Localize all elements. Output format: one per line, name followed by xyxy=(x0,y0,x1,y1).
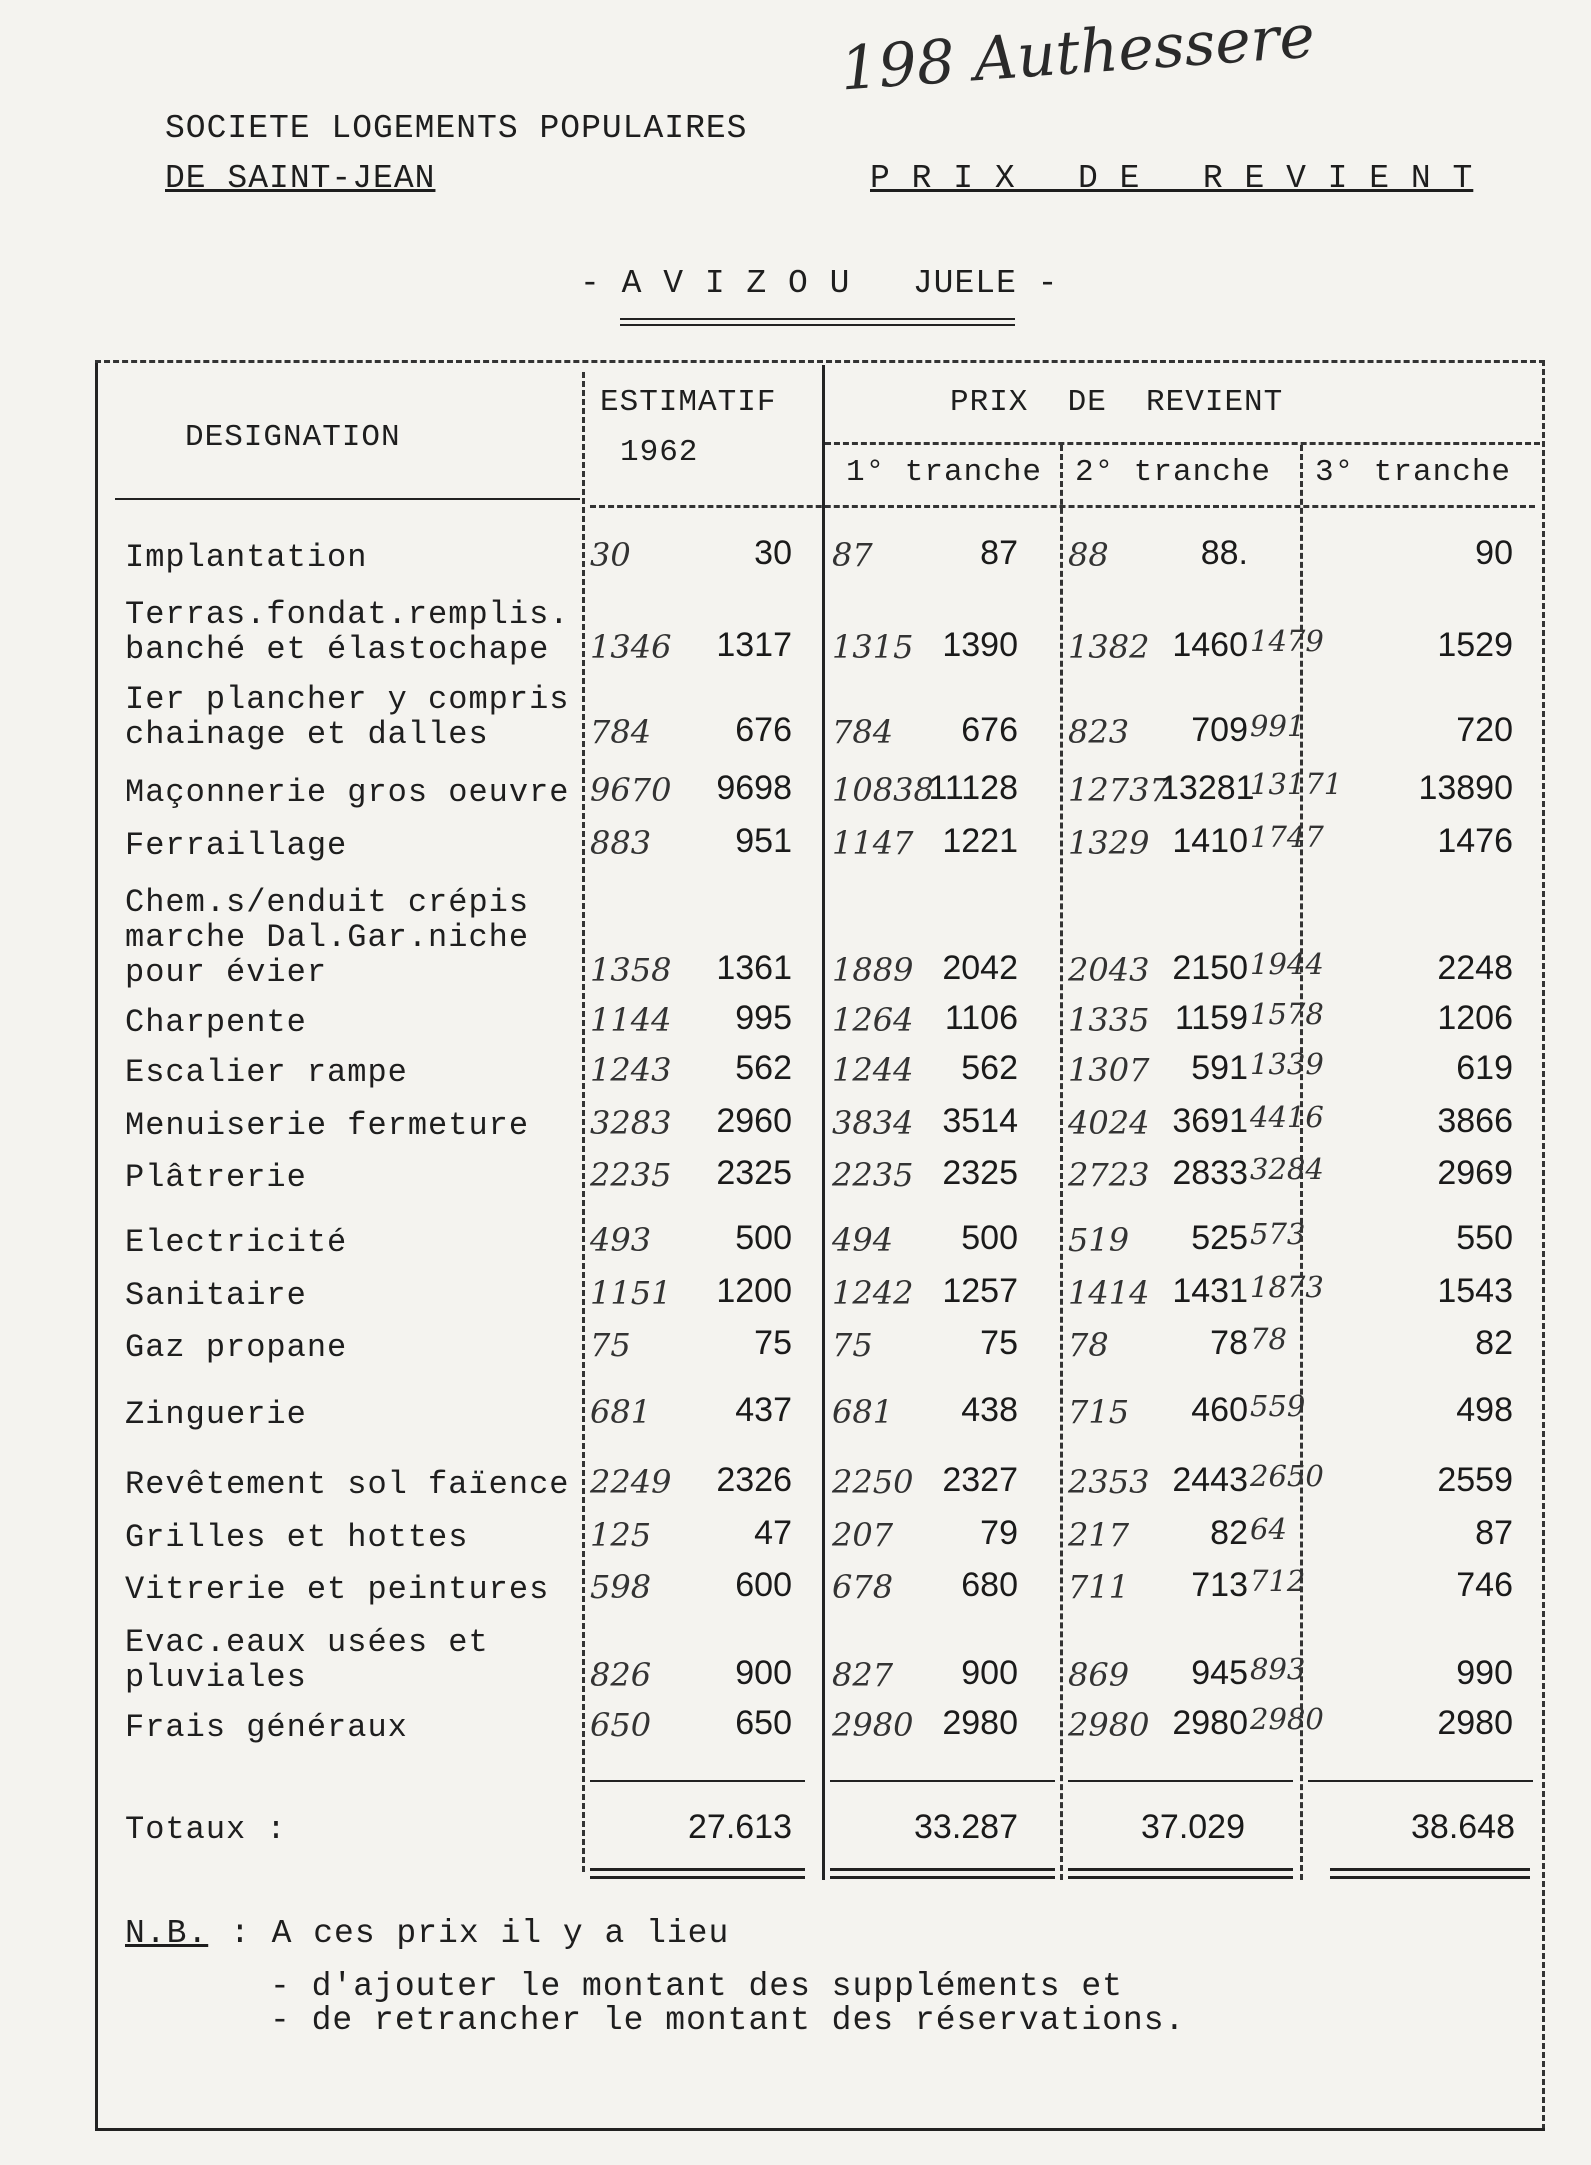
row-estimatif: 951 xyxy=(735,822,792,860)
row-tranche-2: 2980 xyxy=(1172,1704,1248,1742)
row-handwritten-t2: 869 xyxy=(1068,1656,1130,1694)
row-handwritten-t1: 1244 xyxy=(832,1051,914,1089)
total-tranche-1: 33.287 xyxy=(914,1808,1018,1846)
row-handwritten-estimatif: 2249 xyxy=(590,1463,672,1501)
total-tranche-3: 38.648 xyxy=(1411,1808,1515,1846)
row-tranche-2: 13281 xyxy=(1160,769,1255,807)
row-handwritten-t3: 2650 xyxy=(1250,1459,1324,1493)
row-tranche-2: 460 xyxy=(1191,1391,1248,1429)
row-handwritten-t3: 559 xyxy=(1250,1389,1306,1423)
row-handwritten-t2: 4024 xyxy=(1068,1104,1150,1142)
row-estimatif: 500 xyxy=(735,1219,792,1257)
row-estimatif: 75 xyxy=(754,1324,792,1362)
row-tranche-1: 438 xyxy=(961,1391,1018,1429)
row-handwritten-estimatif: 30 xyxy=(590,536,631,574)
row-estimatif: 2960 xyxy=(716,1102,792,1140)
row-handwritten-t3: 13171 xyxy=(1250,767,1343,801)
row-estimatif: 995 xyxy=(735,999,792,1037)
row-handwritten-t3: 1747 xyxy=(1250,820,1324,854)
row-tranche-1: 3514 xyxy=(942,1102,1018,1140)
row-designation: Maçonnerie gros oeuvre xyxy=(125,774,570,811)
row-designation: Menuiserie fermeture xyxy=(125,1107,530,1144)
row-handwritten-t2: 2353 xyxy=(1068,1463,1150,1501)
row-handwritten-t1: 2250 xyxy=(832,1463,914,1501)
totals-rule-t3 xyxy=(1308,1780,1533,1782)
totals-dbl-t3-a xyxy=(1330,1868,1530,1871)
row-handwritten-t2: 711 xyxy=(1068,1568,1130,1606)
row-handwritten-estimatif: 598 xyxy=(590,1568,652,1606)
row-handwritten-t2: 2723 xyxy=(1068,1156,1150,1194)
row-handwritten-t1: 678 xyxy=(832,1568,894,1606)
row-handwritten-t3: 2980 xyxy=(1250,1702,1324,1736)
row-handwritten-t1: 494 xyxy=(832,1221,894,1259)
row-tranche-2: 1460 xyxy=(1172,626,1248,664)
row-handwritten-t2: 1335 xyxy=(1068,1001,1150,1039)
row-tranche-3: 90 xyxy=(1475,534,1513,572)
row-tranche-2: 78 xyxy=(1210,1324,1248,1362)
row-tranche-3: 87 xyxy=(1475,1514,1513,1552)
row-handwritten-estimatif: 493 xyxy=(590,1221,652,1259)
row-tranche-2: 1410 xyxy=(1172,822,1248,860)
row-estimatif: 47 xyxy=(754,1514,792,1552)
nb-line-2: - de retrancher le montant des réservations. xyxy=(270,2002,1186,2039)
row-tranche-1: 1257 xyxy=(942,1272,1018,1310)
row-handwritten-estimatif: 784 xyxy=(590,713,652,751)
row-handwritten-t1: 10838 xyxy=(832,771,934,809)
row-handwritten-t3: 1339 xyxy=(1250,1047,1324,1081)
row-handwritten-t3: 3284 xyxy=(1250,1152,1324,1186)
row-handwritten-estimatif: 1243 xyxy=(590,1051,672,1089)
row-tranche-2: 713 xyxy=(1191,1566,1248,1604)
row-handwritten-t2: 88 xyxy=(1068,536,1109,574)
row-tranche-1: 87 xyxy=(980,534,1018,572)
row-handwritten-t2: 715 xyxy=(1068,1393,1130,1431)
row-handwritten-t3: 1944 xyxy=(1250,947,1324,981)
row-estimatif: 562 xyxy=(735,1049,792,1087)
totals-rule-t1 xyxy=(830,1780,1055,1782)
nb-line-1: - d'ajouter le montant des suppléments et xyxy=(270,1968,1123,2005)
row-tranche-1: 11128 xyxy=(928,769,1018,807)
totals-dbl-t2-a xyxy=(1068,1868,1293,1871)
header-tranche-2: 2° tranche xyxy=(1075,455,1272,490)
row-handwritten-t1: 207 xyxy=(832,1516,894,1554)
row-handwritten-estimatif: 125 xyxy=(590,1516,652,1554)
row-estimatif: 9698 xyxy=(716,769,792,807)
org-name-line1: SOCIETE LOGEMENTS POPULAIRES xyxy=(165,110,748,147)
project-underline-2 xyxy=(620,324,1015,326)
project-name: - A V I Z O U JUELE - xyxy=(580,265,1059,302)
row-tranche-3: 2969 xyxy=(1437,1154,1513,1192)
totals-label: Totaux : xyxy=(125,1811,287,1848)
row-handwritten-t1: 1315 xyxy=(832,628,914,666)
row-designation: Gaz propane xyxy=(125,1329,348,1366)
row-tranche-1: 79 xyxy=(980,1514,1018,1552)
row-handwritten-t2: 78 xyxy=(1068,1326,1109,1364)
row-estimatif: 676 xyxy=(735,711,792,749)
row-tranche-2: 2833 xyxy=(1172,1154,1248,1192)
totals-dbl-est-a xyxy=(590,1868,805,1871)
row-estimatif: 30 xyxy=(754,534,792,572)
row-tranche-2: 945 xyxy=(1191,1654,1248,1692)
row-tranche-2: 2443 xyxy=(1172,1461,1248,1499)
row-handwritten-t3: 1479 xyxy=(1250,624,1324,658)
row-handwritten-estimatif: 75 xyxy=(590,1326,631,1364)
table-bottom-border xyxy=(95,2128,1545,2131)
row-tranche-2: 2150 xyxy=(1172,949,1248,987)
document-title: P R I X D E R E V I E N T xyxy=(870,160,1474,197)
row-tranche-1: 75 xyxy=(980,1324,1018,1362)
row-tranche-1: 2327 xyxy=(942,1461,1018,1499)
header-designation: DESIGNATION xyxy=(185,420,401,455)
total-estimatif: 27.613 xyxy=(688,1808,792,1846)
row-estimatif: 650 xyxy=(735,1704,792,1742)
row-handwritten-t2: 1307 xyxy=(1068,1051,1150,1089)
header-bottom-line-designation xyxy=(115,498,580,500)
row-tranche-3: 3866 xyxy=(1437,1102,1513,1140)
row-tranche-1: 676 xyxy=(961,711,1018,749)
totals-dbl-t3-b xyxy=(1330,1876,1530,1879)
prix-subheader-line xyxy=(825,442,1540,445)
row-estimatif: 1317 xyxy=(716,626,792,664)
row-handwritten-estimatif: 3283 xyxy=(590,1104,672,1142)
row-designation: Implantation xyxy=(125,539,368,576)
header-estimatif-year: 1962 xyxy=(620,435,699,470)
row-designation: Ferraillage xyxy=(125,827,348,864)
row-handwritten-estimatif: 2235 xyxy=(590,1156,672,1194)
row-tranche-2: 525 xyxy=(1191,1219,1248,1257)
row-tranche-1: 2042 xyxy=(942,949,1018,987)
row-tranche-3: 990 xyxy=(1456,1654,1513,1692)
row-estimatif: 437 xyxy=(735,1391,792,1429)
row-handwritten-t1: 681 xyxy=(832,1393,894,1431)
row-handwritten-t1: 1889 xyxy=(832,951,914,989)
row-handwritten-t3: 712 xyxy=(1250,1564,1306,1598)
row-tranche-1: 2325 xyxy=(942,1154,1018,1192)
row-handwritten-t2: 1329 xyxy=(1068,824,1150,862)
org-name-line2: DE SAINT-JEAN xyxy=(165,160,436,197)
row-handwritten-t2: 519 xyxy=(1068,1221,1130,1259)
row-handwritten-t1: 87 xyxy=(832,536,873,574)
row-designation: Sanitaire xyxy=(125,1277,307,1314)
row-handwritten-t3: 893 xyxy=(1250,1652,1306,1686)
row-estimatif: 1361 xyxy=(716,949,792,987)
row-tranche-3: 1206 xyxy=(1437,999,1513,1037)
row-designation: Ier plancher y compris chainage et dalles xyxy=(125,681,570,753)
row-handwritten-t1: 75 xyxy=(832,1326,873,1364)
row-handwritten-t2: 1382 xyxy=(1068,628,1150,666)
row-handwritten-estimatif: 1151 xyxy=(590,1274,672,1312)
row-tranche-3: 2559 xyxy=(1437,1461,1513,1499)
row-tranche-3: 619 xyxy=(1456,1049,1513,1087)
project-underline xyxy=(620,318,1015,320)
row-tranche-2: 1431 xyxy=(1172,1272,1248,1310)
row-tranche-1: 900 xyxy=(961,1654,1018,1692)
row-handwritten-estimatif: 1144 xyxy=(590,1001,672,1039)
row-handwritten-t1: 3834 xyxy=(832,1104,914,1142)
row-handwritten-estimatif: 883 xyxy=(590,824,652,862)
row-handwritten-t3: 64 xyxy=(1250,1512,1287,1546)
row-tranche-1: 1390 xyxy=(942,626,1018,664)
row-tranche-2: 709 xyxy=(1191,711,1248,749)
header-estimatif: ESTIMATIF xyxy=(600,385,777,420)
col-sep-prix xyxy=(822,365,825,1880)
nb-text: : A ces prix il y a lieu xyxy=(230,1915,730,1952)
row-tranche-3: 720 xyxy=(1456,711,1513,749)
header-tranche-3: 3° tranche xyxy=(1315,455,1512,490)
row-tranche-3: 2980 xyxy=(1437,1704,1513,1742)
row-tranche-2: 82 xyxy=(1210,1514,1248,1552)
row-designation: Vitrerie et peintures xyxy=(125,1571,550,1608)
row-tranche-3: 1543 xyxy=(1437,1272,1513,1310)
row-handwritten-t1: 2980 xyxy=(832,1706,914,1744)
totals-rule-est xyxy=(590,1780,805,1782)
row-estimatif: 2325 xyxy=(716,1154,792,1192)
row-designation: Plâtrerie xyxy=(125,1159,307,1196)
row-tranche-1: 500 xyxy=(961,1219,1018,1257)
row-tranche-3: 746 xyxy=(1456,1566,1513,1604)
row-estimatif: 600 xyxy=(735,1566,792,1604)
table-right-border xyxy=(1542,360,1545,2130)
row-tranche-2: 1159 xyxy=(1174,999,1248,1037)
row-handwritten-t3: 78 xyxy=(1250,1322,1287,1356)
row-estimatif: 900 xyxy=(735,1654,792,1692)
row-handwritten-t3: 4416 xyxy=(1250,1100,1324,1134)
row-handwritten-t2: 217 xyxy=(1068,1516,1130,1554)
row-tranche-3: 2248 xyxy=(1437,949,1513,987)
row-tranche-3: 1529 xyxy=(1437,626,1513,664)
row-tranche-1: 680 xyxy=(961,1566,1018,1604)
totals-dbl-est-b xyxy=(590,1876,805,1879)
row-handwritten-t3: 991 xyxy=(1250,709,1306,743)
header-tranche-1: 1° tranche xyxy=(846,455,1043,490)
header-prix-de-revient: PRIX DE REVIENT xyxy=(950,385,1284,420)
row-handwritten-estimatif: 1346 xyxy=(590,628,672,666)
row-handwritten-estimatif: 826 xyxy=(590,1656,652,1694)
row-handwritten-t3: 1873 xyxy=(1250,1270,1324,1304)
row-tranche-3: 498 xyxy=(1456,1391,1513,1429)
row-handwritten-t3: 573 xyxy=(1250,1217,1306,1251)
row-designation: Frais généraux xyxy=(125,1709,408,1746)
row-designation: Chem.s/enduit crépis marche Dal.Gar.niche pour évier xyxy=(125,884,530,991)
totals-dbl-t1-a xyxy=(830,1868,1055,1871)
row-handwritten-t1: 827 xyxy=(832,1656,894,1694)
col-sep-estimatif xyxy=(582,372,585,1872)
row-designation: Revêtement sol faïence xyxy=(125,1466,570,1503)
row-estimatif: 1200 xyxy=(716,1272,792,1310)
row-tranche-2: 88. xyxy=(1200,534,1248,572)
totals-dbl-t2-b xyxy=(1068,1876,1293,1879)
table-top-border xyxy=(95,360,1545,363)
row-designation: Evac.eaux usées et pluviales xyxy=(125,1624,489,1696)
totals-dbl-t1-b xyxy=(830,1876,1055,1879)
row-tranche-1: 1221 xyxy=(942,822,1018,860)
table-left-border xyxy=(95,360,98,2130)
row-handwritten-estimatif: 9670 xyxy=(590,771,672,809)
row-tranche-1: 1106 xyxy=(944,999,1018,1037)
row-designation: Electricité xyxy=(125,1224,348,1261)
col-sep-t2 xyxy=(1060,445,1063,1880)
row-designation: Escalier rampe xyxy=(125,1054,408,1091)
totals-rule-t2 xyxy=(1068,1780,1293,1782)
row-handwritten-t2: 823 xyxy=(1068,713,1130,751)
row-handwritten-t1: 1147 xyxy=(832,824,914,862)
row-handwritten-t3: 1578 xyxy=(1250,997,1324,1031)
nb-label: N.B. xyxy=(125,1915,209,1952)
row-designation: Zinguerie xyxy=(125,1396,307,1433)
row-handwritten-estimatif: 1358 xyxy=(590,951,672,989)
row-tranche-1: 2980 xyxy=(942,1704,1018,1742)
row-tranche-2: 3691 xyxy=(1172,1102,1248,1140)
row-designation: Grilles et hottes xyxy=(125,1519,469,1556)
row-tranche-1: 562 xyxy=(961,1049,1018,1087)
row-handwritten-t2: 1414 xyxy=(1068,1274,1150,1312)
handwritten-annotation: 198 Authessere xyxy=(838,1,1317,105)
row-tranche-3: 82 xyxy=(1475,1324,1513,1362)
row-handwritten-t1: 784 xyxy=(832,713,894,751)
row-designation: Terras.fondat.remplis. banché et élastochape xyxy=(125,596,570,668)
row-tranche-3: 550 xyxy=(1456,1219,1513,1257)
row-tranche-3: 13890 xyxy=(1418,769,1513,807)
header-bottom-line-values xyxy=(590,505,1535,508)
row-tranche-3: 1476 xyxy=(1437,822,1513,860)
row-handwritten-t1: 1242 xyxy=(832,1274,914,1312)
row-handwritten-t2: 2980 xyxy=(1068,1706,1150,1744)
row-designation: Charpente xyxy=(125,1004,307,1041)
row-tranche-2: 591 xyxy=(1191,1049,1248,1087)
row-handwritten-t2: 2043 xyxy=(1068,951,1150,989)
total-tranche-2: 37.029 xyxy=(1141,1808,1245,1846)
row-handwritten-estimatif: 650 xyxy=(590,1706,652,1744)
row-handwritten-estimatif: 681 xyxy=(590,1393,652,1431)
row-estimatif: 2326 xyxy=(716,1461,792,1499)
row-handwritten-t1: 1264 xyxy=(832,1001,914,1039)
row-handwritten-t1: 2235 xyxy=(832,1156,914,1194)
row-handwritten-t2: 12737 xyxy=(1068,771,1170,809)
